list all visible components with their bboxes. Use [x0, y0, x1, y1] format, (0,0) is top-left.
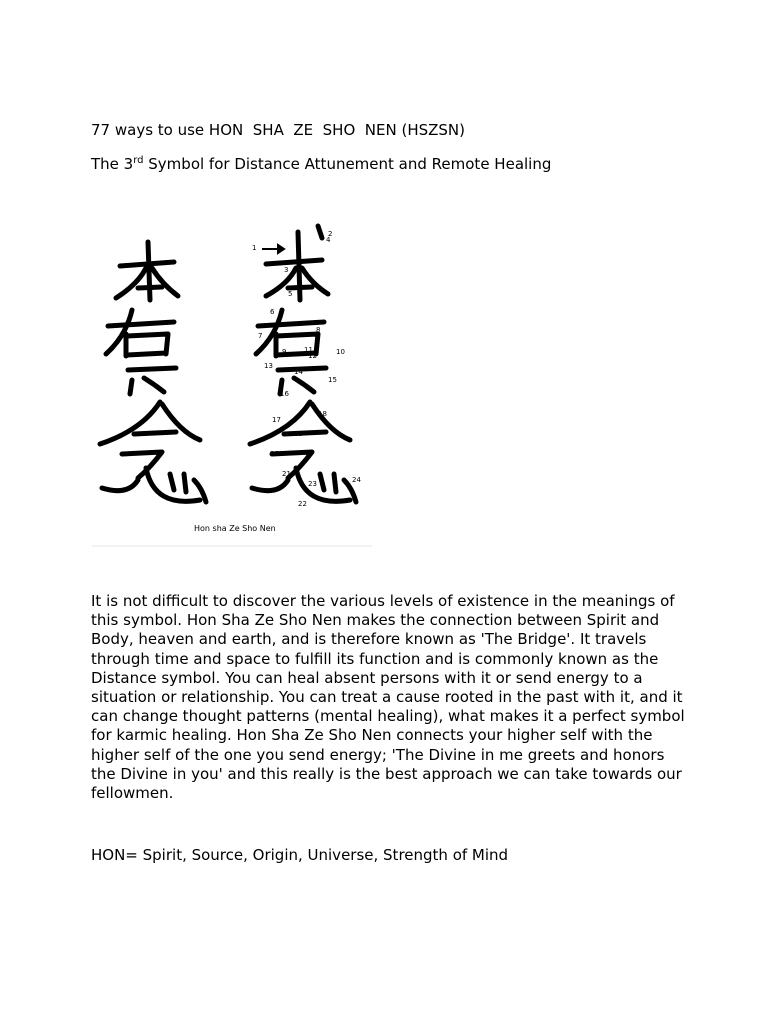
stroke-number: 17 [272, 416, 281, 424]
stroke-number: 21 [282, 470, 291, 478]
document-title: 77 ways to use HON SHA ZE SHO NEN (HSZSN) [91, 121, 466, 139]
stroke-arrow-icon [262, 245, 284, 253]
hszsn-symbol-drawing [82, 218, 382, 550]
stroke-number: 9 [282, 348, 287, 356]
stroke-number: 7 [258, 332, 263, 340]
stroke-number: 2 [328, 230, 333, 238]
stroke-number: 1 [252, 244, 257, 252]
stroke-number: 13 [264, 362, 273, 370]
stroke-number: 20 [270, 450, 279, 458]
stroke-number: 24 [352, 476, 361, 484]
stroke-number: 19 [294, 430, 303, 438]
stroke-number: 16 [280, 390, 289, 398]
subtitle-superscript: rd [133, 155, 144, 166]
stroke-number: 11 [304, 346, 313, 354]
stroke-number: 5 [288, 290, 293, 298]
stroke-number: 4 [326, 236, 331, 244]
stroke-number: 10 [336, 348, 345, 356]
hszsn-symbol-figure [82, 218, 382, 550]
stroke-number: 3 [284, 266, 289, 274]
stroke-number: 14 [294, 368, 303, 376]
stroke-number: 23 [308, 480, 317, 488]
stroke-number: 8 [316, 326, 321, 334]
stroke-number: 12 [308, 352, 317, 360]
stroke-number: 6 [270, 308, 275, 316]
document-subtitle [91, 155, 551, 173]
symbol-plain [100, 242, 206, 502]
hon-definition: HON= Spirit, Source, Origin, Universe, Strength of Mind [91, 846, 509, 864]
stroke-number: 18 [318, 410, 327, 418]
figure-caption: Hon sha Ze Sho Nen [194, 524, 276, 533]
stroke-number: 22 [298, 500, 307, 508]
stroke-number: 15 [328, 376, 337, 384]
subtitle-prefix: The 3 [91, 155, 134, 173]
subtitle-suffix: Symbol for Distance Attunement and Remote Healing [143, 155, 552, 173]
body-paragraph: It is not difficult to discover the various levels of existence in the meanings of this symbol. Hon Sha Ze Sho Nen makes the connection between Spirit and Body, heaven and earth, and is therefore known as 'The Bridge'. It travels through time and space to fulfill its function and is commonly known as the Distance symbol. You can heal absent persons with it or send energy to a situation or relationship. You can treat a cause rooted in the past with it, and it can change thought patterns (mental healing), what makes it a perfect symbol for karmic healing. Hon Sha Ze Sho Nen connects your higher self with the higher self of the one you send energy; 'The Divine in me greets and honors the Divine in you' and this really is the best approach we can take towards our fellowmen. [91, 592, 685, 803]
